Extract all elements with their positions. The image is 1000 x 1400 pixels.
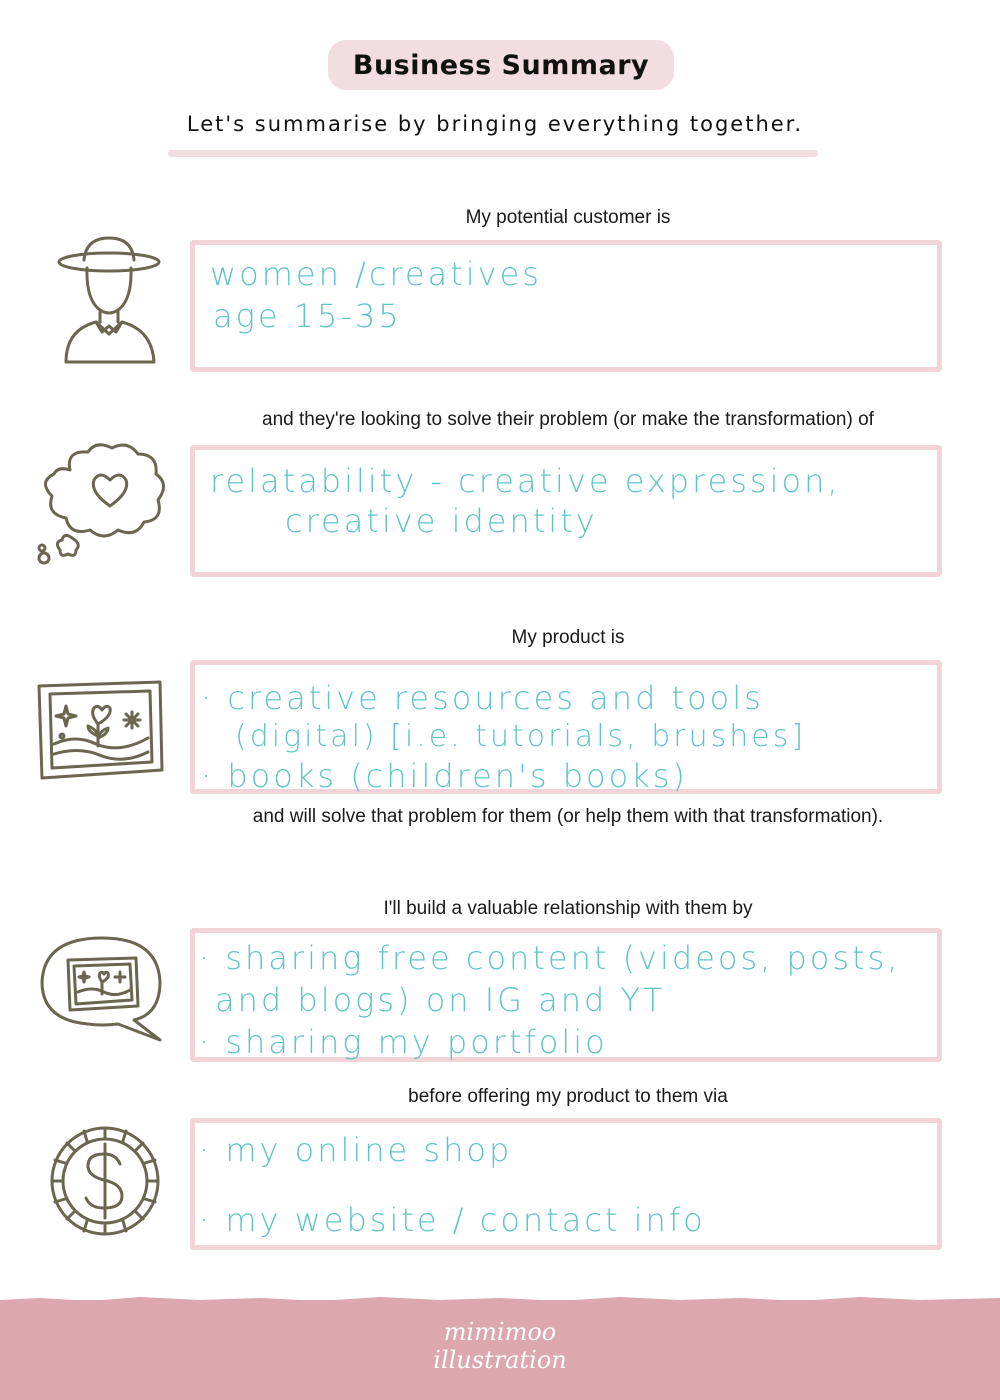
- relationship-label: I'll build a valuable relationship with them by: [383, 898, 753, 919]
- product-label: My product is: [511, 627, 625, 648]
- answer-line: · my website / contact info: [199, 1201, 706, 1239]
- answer-line: · sharing my portfolio: [199, 1023, 608, 1061]
- product-follow-label: and will solve that problem for them (or help them with that transformation).: [252, 806, 884, 827]
- framed-picture-icon: [36, 678, 166, 782]
- page-subtitle: Let's summarise by bringing everything together.: [186, 112, 804, 136]
- dollar-coin-icon: [48, 1124, 162, 1238]
- problem-answer-box[interactable]: [190, 445, 942, 577]
- answer-line: creative identity: [285, 502, 598, 540]
- page-title: Business Summary: [352, 49, 650, 81]
- product-answer-box[interactable]: [190, 660, 942, 794]
- heart-thought-bubble-icon: [30, 440, 170, 570]
- footer-brand-line: mimimoo: [443, 1318, 557, 1346]
- footer-brand-line: illustration: [433, 1346, 567, 1374]
- offering-answer-box[interactable]: [190, 1118, 942, 1250]
- answer-line: · creative resources and tools: [201, 679, 764, 717]
- customer-answer-box[interactable]: [190, 240, 942, 372]
- problem-label: and they're looking to solve their problem (or make the transformation) of: [262, 409, 874, 430]
- title-banner: [328, 40, 674, 90]
- footer-brand-logo: [400, 1318, 600, 1374]
- customer-label: My potential customer is: [465, 207, 671, 228]
- person-with-hat-icon: [54, 234, 164, 370]
- answer-line: and blogs) on IG and YT: [215, 981, 666, 1019]
- subtitle-underline: [168, 150, 818, 157]
- answer-line: · my online shop: [199, 1131, 513, 1169]
- relationship-answer-box[interactable]: [190, 928, 942, 1062]
- answer-line: age 15-35: [213, 297, 402, 335]
- offering-label: before offering my product to them via: [408, 1086, 728, 1107]
- answer-line: relatability - creative expression,: [210, 462, 841, 500]
- answer-line: women /creatives: [210, 255, 542, 293]
- answer-line: (digital) [i.e. tutorials, brushes]: [235, 719, 807, 754]
- answer-line: · sharing free content (videos, posts,: [199, 939, 901, 977]
- answer-line: · books (children's books): [201, 757, 688, 795]
- picture-speech-bubble-icon: [38, 934, 166, 1046]
